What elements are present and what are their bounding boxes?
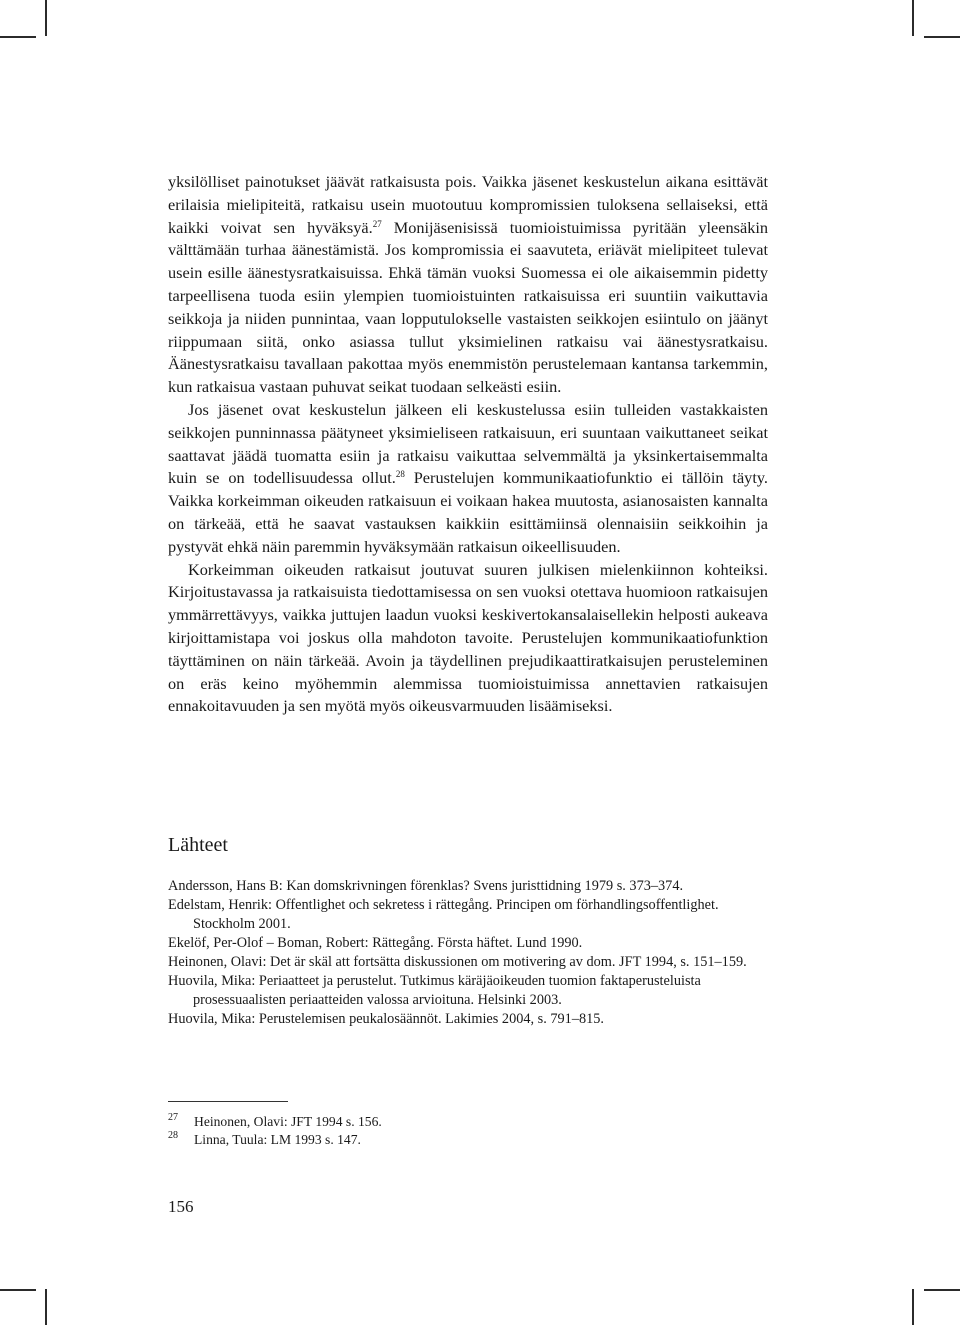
footnotes — [168, 1113, 768, 1149]
paragraph: Korkeimman oikeuden ratkaisut joutuvat suuren julkisen mielenkiinnon kohteiksi. Kirjoitustavassa ja ratkaisuista tiedottamisessa on sen vuoksi otettava huomioon ratkaisujen ymmärrettävyys, vaikka juttujen laadun vuoksi keskivertokansalaisellekin helposti aukeava kirjoittamistapa voi joskus olla mahdoton tavoite. Perustelujen kommunikaatiofunktion täyttäminen on näin tärkeää. Avoin ja täydellinen prejudikaattiratkaisujen perusteleminen on eräs keino myöhemmin alemmissa tuomioistuimissa annettavien ratkaisujen ennakoitavuuden ja sen myötä myös oikeusvarmuuden lisäämiseksi. — [168, 559, 768, 716]
paragraph-text: Monijäsenisissä tuomioistuimissa pyritään yleensäkin välttämään turhaa äänestämistä. Jos kompromissia ei saavuteta, eriävät mielipiteet tulevat usein esille äänestysratkaisuissa. Ehkä tämän vuoksi Suomessa ei ole aikaisemmin pidetty tarpeellisena tuoda esiin ylempien tuomioistuinten ratkaisuissa eri suuntiin vaikuttavia seikkoja ja niiden punnintaa, vaan lopputulokselle vastaisten seikkojen esiintulo on jäänyt riippumaan siitä, onko asiassa tullut yksimielinen ratkaisu vai äänestysratkaisu. Äänestysratkaisu tavallaan pakottaa myös enemmistön perustelemaan kantansa tarkemmin, kun ratkaisua vastaan puhuvat seikat tuodaan selkeästi esiin. — [168, 217, 769, 397]
crop-mark — [912, 1289, 914, 1325]
crop-mark — [912, 0, 914, 36]
paragraph-text: Jos jäsenet ovat keskustelun jälkeen eli keskustelussa esiin tulleiden vastakkaisten seikkojen punninnassa päätyneet yksimieliseen ratkaisuun, eri suuntaan vaikuttaneet seikat saattavat jäädä tuomatta esiin ja ratkaisu vaikuttaa selvemmältä ja yksinkertaisemmalta kuin se on todellisuudessa ollut. — [168, 399, 768, 488]
crop-mark — [0, 36, 36, 38]
footnote — [168, 1113, 768, 1131]
reference-list — [168, 877, 768, 1029]
footnote-ref: 27 — [372, 218, 382, 229]
footnote-text: Heinonen, Olavi: JFT 1994 s. 156. — [194, 1114, 382, 1129]
reference-item: Ekelöf, Per-Olof – Boman, Robert: Rättegång. Första häftet. Lund 1990. — [168, 935, 583, 951]
paragraph-text: yksilölliset painotukset jäävät ratkaisusta pois. Vaikka jäsenet keskustelun aikana esittävät erilaisia mielipiteitä, ratkaisu usein muotoutuu kompromissien tuloksena sellaiseksi, että kaikki voivat sen hyväksyä. — [168, 172, 768, 237]
crop-mark — [924, 1289, 960, 1291]
footnote — [168, 1131, 768, 1149]
footnote-number: 28 — [168, 1130, 178, 1141]
page-number: 156 — [168, 1197, 194, 1216]
paragraph — [168, 171, 768, 399]
crop-mark — [924, 36, 960, 38]
references-heading: Lähteet — [168, 834, 228, 856]
crop-mark — [0, 1289, 36, 1291]
paragraph — [168, 399, 768, 559]
reference-item: Huovila, Mika: Periaatteet ja perustelut. Tutkimus käräjäoikeuden tuomion faktaperusteluista prosessuaalisten periaatteiden valossa arvioituna. Helsinki 2003. — [168, 973, 701, 1008]
reference-item: Andersson, Hans B: Kan domskrivningen förenklas? Svens juristtidning 1979 s. 373–374. — [168, 878, 684, 894]
crop-mark — [45, 1289, 47, 1325]
reference-item: Huovila, Mika: Perustelemisen peukalosäännöt. Lakimies 2004, s. 791–815. — [168, 1011, 604, 1027]
footnote-ref: 28 — [395, 469, 405, 480]
paragraph-text: Perustelujen kommunikaatiofunktio ei tällöin täyty. Vaikka korkeimman oikeuden ratkaisuun ei voikaan hakea muutosta, asianosaisten kannalta on tärkeää, että he saavat vastauksen kaikkiin esittämiinsä olennaisiin seikkoihin ja pystyvät ehkä näin paremmin hyväksymään ratkaisun oikeellisuuden. — [168, 468, 768, 556]
footnote-number: 27 — [168, 1112, 178, 1123]
footnote-divider — [168, 1101, 288, 1102]
body-text — [168, 171, 768, 718]
footnote-text: Linna, Tuula: LM 1993 s. 147. — [194, 1132, 361, 1147]
crop-mark — [45, 0, 47, 36]
reference-item: Heinonen, Olavi: Det är skäl att fortsätta diskussionen om motivering av dom. JFT 1994, s. 151–159. — [168, 954, 747, 970]
reference-item: Edelstam, Henrik: Offentlighet och sekretess i rättegång. Principen om förhandlingsoffentlighet. Stockholm 2001. — [168, 897, 719, 932]
